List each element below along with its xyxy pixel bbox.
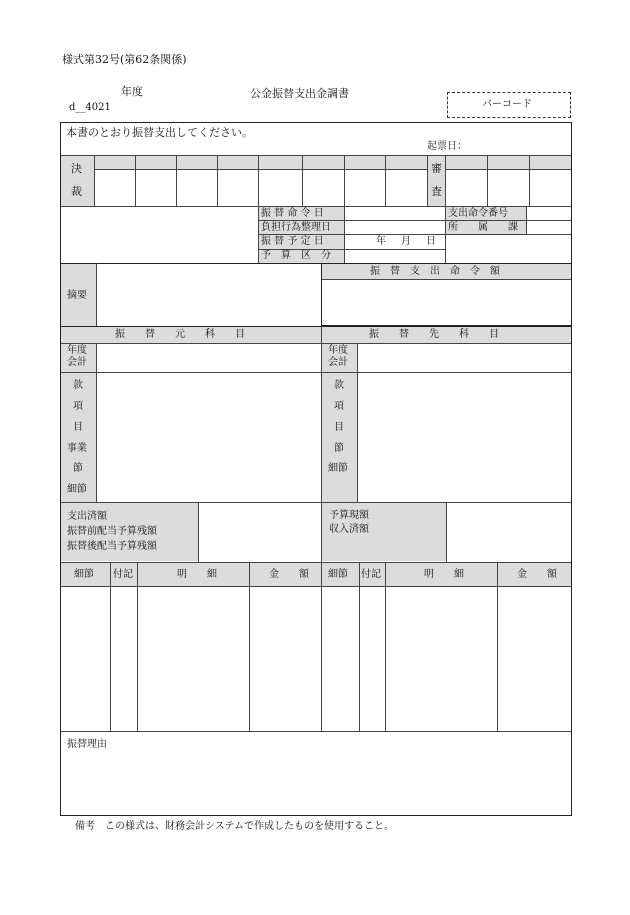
col-fuki-right: 付記: [361, 569, 381, 580]
col-meisai-left: 明 細: [177, 569, 217, 580]
dst-kaikei: 会計: [328, 357, 348, 368]
col-kingaku-right: 金 額: [517, 569, 557, 580]
barcode-area: [447, 92, 571, 118]
col-kingaku-left: 金 額: [269, 569, 309, 580]
approval-header-shade: [61, 155, 571, 169]
source-account-header: 振 替 元 科 目: [115, 329, 245, 340]
col-saisetsu-left: 細節: [74, 569, 94, 580]
dst-kou: 項: [334, 401, 344, 412]
col-saisetsu-right: 細節: [328, 569, 348, 580]
burden-act-date-label: 負担行為整理日: [261, 222, 331, 233]
request-text: 本書のとおり振替支出してください。: [66, 126, 253, 139]
fiscal-year-label: 年度: [121, 85, 143, 98]
date-day: 日: [426, 236, 436, 247]
decision-label-1: 決: [71, 162, 82, 175]
src-kan: 款: [73, 380, 83, 391]
left-amount-3: 振替後配当予算残額: [67, 541, 157, 552]
src-setsu: 節: [73, 463, 83, 474]
right-amount-1: 予算現額: [329, 510, 369, 521]
left-amount-2: 振替前配当予算残額: [67, 526, 157, 537]
department-label: 所 属 課: [448, 222, 518, 233]
src-saisetsu: 細節: [67, 484, 87, 495]
dst-nendo: 年度: [328, 345, 348, 356]
dst-moku: 目: [334, 422, 344, 433]
dest-account-header: 振 替 先 科 目: [369, 329, 499, 340]
barcode-label: バーコード: [482, 99, 532, 110]
review-label-2: 査: [431, 185, 442, 198]
transfer-scheduled-date-label: 振 替 予 定 日: [261, 236, 324, 247]
dst-kan: 款: [334, 380, 344, 391]
reason-label: 振替理由: [67, 739, 107, 750]
summary-label: 摘要: [67, 290, 87, 301]
payment-order-no-label: 支出命令番号: [448, 208, 508, 219]
form-number: 様式第32号(第62条関係): [62, 53, 187, 66]
order-amount-label: 振 替 支 出 命 令 額: [370, 266, 500, 277]
issue-date-label: 起票日：: [427, 141, 467, 152]
right-amount-2: 収入済額: [329, 524, 369, 535]
document-id: d__4021: [69, 102, 111, 113]
budget-category-label: 予 算 区 分: [261, 250, 331, 261]
dst-saisetsu: 細節: [328, 463, 348, 474]
transfer-order-date-label: 振 替 命 令 日: [261, 208, 324, 219]
date-month: 月: [401, 236, 411, 247]
src-moku: 目: [73, 422, 83, 433]
col-meisai-right: 明 細: [424, 569, 464, 580]
footer-note: 備考 この様式は、財務会計システムで作成したものを使用すること。: [75, 821, 394, 832]
col-fuki-left: 付記: [113, 569, 133, 580]
src-nendo: 年度: [67, 345, 87, 356]
dst-setsu: 節: [334, 443, 344, 454]
src-kaikei: 会計: [67, 357, 87, 368]
decision-label-2: 裁: [71, 185, 82, 198]
review-label-1: 審: [431, 162, 442, 175]
src-jigyou: 事業: [67, 443, 87, 454]
document-title: 公金振替支出金調書: [250, 87, 349, 100]
src-kou: 項: [73, 401, 83, 412]
left-amount-1: 支出済額: [67, 511, 107, 522]
date-year: 年: [376, 236, 386, 247]
